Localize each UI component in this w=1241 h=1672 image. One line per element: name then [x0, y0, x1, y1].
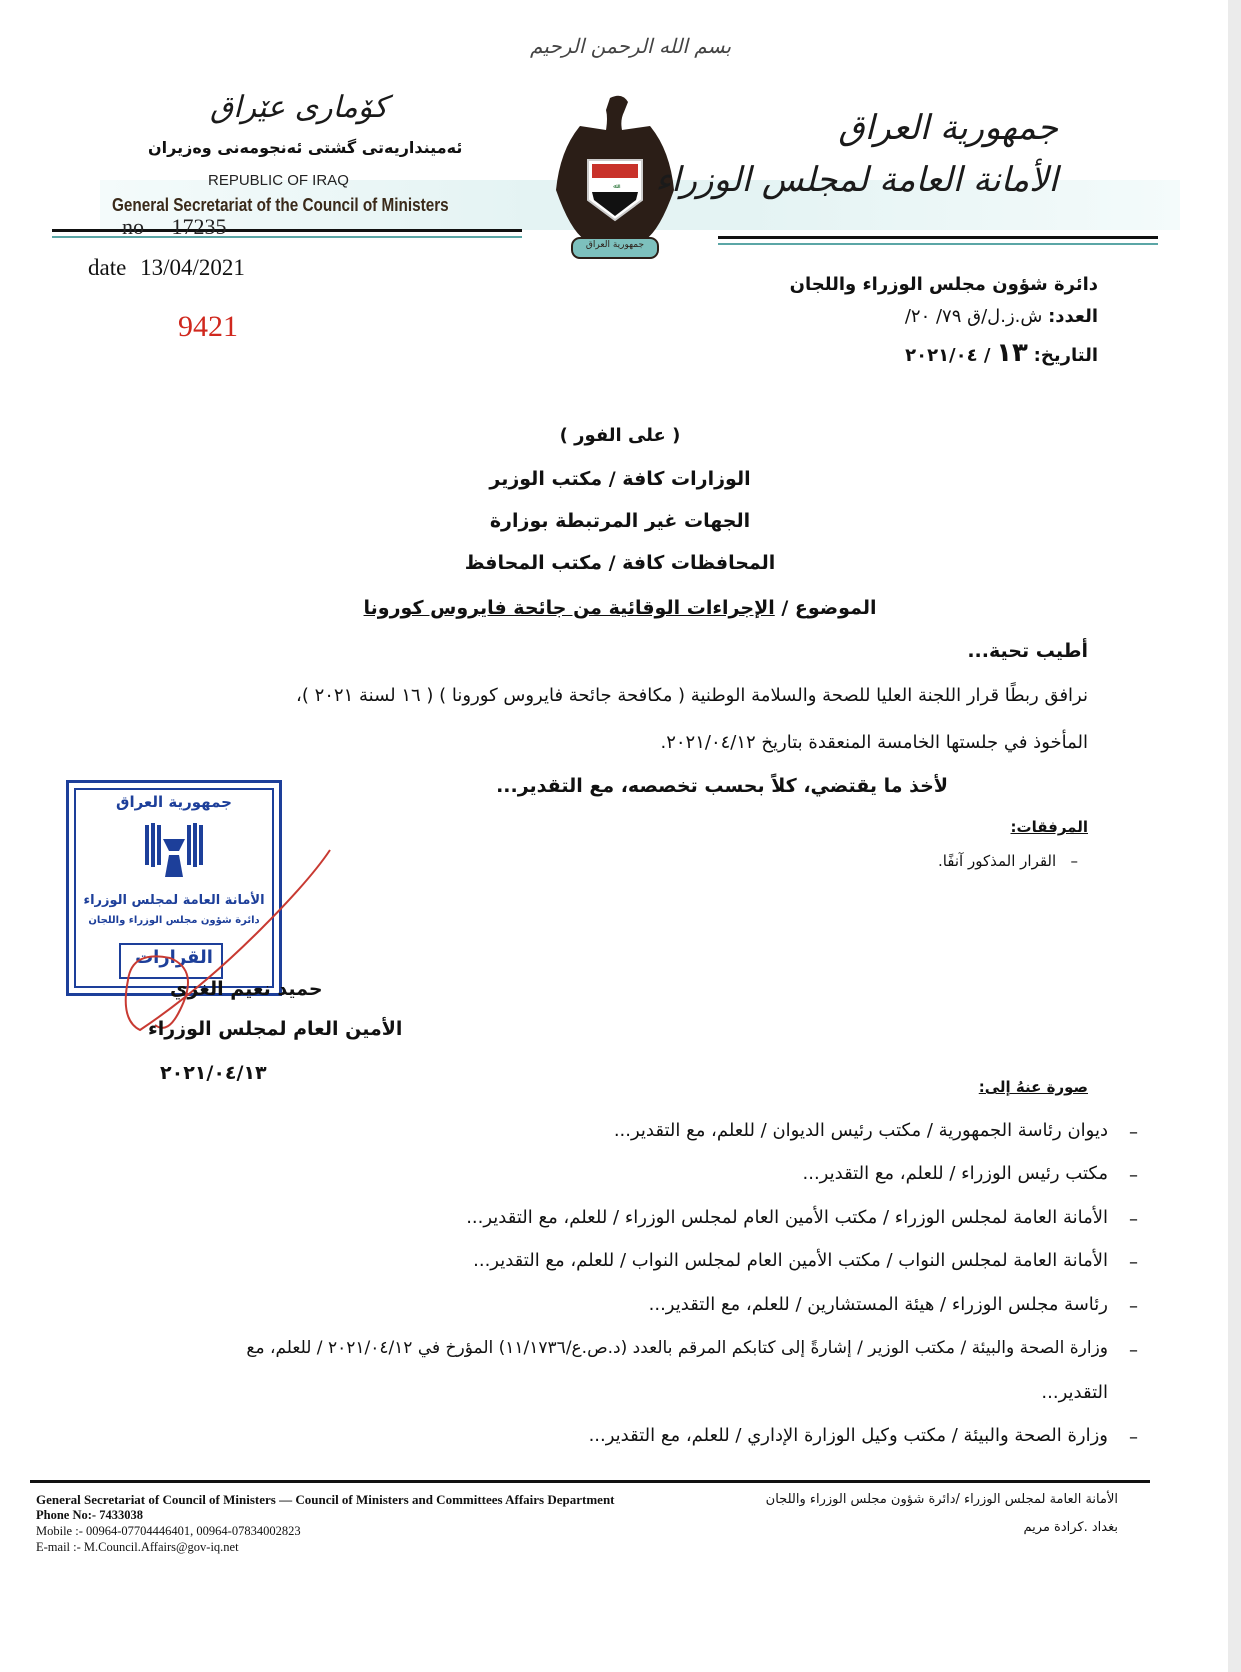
reference-date-value: / ٢٠٢١/٠٤: [905, 345, 991, 366]
attachments-label: المرفقات:: [1010, 818, 1088, 836]
addressee-line-3: المحافظات كافة / مكتب المحافظ: [464, 552, 776, 574]
english-country: REPUBLIC OF IRAQ: [208, 172, 349, 189]
footer-email: E-mail :- M.Council.Affairs@gov-iq.net: [36, 1540, 239, 1554]
stamp-line-1: الأمانة العامة لمجلس الوزراء: [83, 893, 265, 908]
signatory-title: الأمين العام لمجلس الوزراء: [148, 1018, 403, 1040]
header-rule-right: [718, 236, 1158, 239]
urgency-label: ( على الفور ): [559, 425, 681, 446]
kurdish-subtitle: ئەمینداریەتی گشتی ئەنجومەنی وەزیران: [148, 138, 463, 157]
copy-item-7: وزارة الصحة والبيئة / مكتب وكيل الوزارة الإداري / للعلم، مع التقدير...: [588, 1425, 1108, 1446]
footer-mobile: Mobile :- 00964-07704446401, 00964-07834002823: [36, 1524, 301, 1538]
footer-arabic-address: بغداد .كرادة مريم: [1023, 1520, 1118, 1535]
registry-red-number: 9421: [178, 310, 238, 343]
registry-no-value: 17235: [171, 214, 227, 239]
subject-line: [300, 597, 940, 619]
reference-date: [905, 338, 1098, 368]
reference-number: [905, 306, 1098, 327]
stamp-bottom-text: القرارات: [135, 947, 213, 968]
reference-number-value: ش.ز.ل/ق ٧٩/ ٢٠/: [904, 306, 1043, 327]
attachment-dash: –: [1070, 852, 1078, 870]
footer-phone: Phone No:- 7433038: [36, 1508, 143, 1522]
footer-arabic-org: الأمانة العامة لمجلس الوزراء /دائرة شؤون مجلس الوزراء واللجان: [765, 1492, 1118, 1507]
kurdish-title: كۆماری عێراق: [210, 90, 388, 125]
footer-rule: [30, 1480, 1150, 1483]
registry-no-label: no: [122, 214, 144, 239]
attachment-text: القرار المذكور آنفًا.: [937, 852, 1057, 870]
body-paragraph-line-1: نرافق ربطًا قرار اللجنة العليا للصحة والسلامة الوطنية ( مكافحة جائحة فايروس كورونا ) ( ١٦ لسنة ٢٠٢١ )،: [296, 685, 1088, 706]
stamp-line-2: دائرة شؤون مجلس الوزراء واللجان: [88, 915, 260, 926]
copy-item-2: مكتب رئيس الوزراء / للعلم، مع التقدير...: [802, 1163, 1108, 1184]
header-rule-right-teal: [718, 243, 1158, 245]
signature-scribble-icon: [110, 840, 340, 1040]
addressee-line-1: الوزارات كافة / مكتب الوزير: [489, 468, 751, 490]
registry-number: [122, 214, 227, 240]
copy-item-6: وزارة الصحة والبيئة / مكتب الوزير / إشارةً إلى كتابكم المرقم بالعدد (د.ص.ع/١١/١٧٣٦) المؤرخ في ٢٠٢١/٠٤/١٢ / للعلم، مع: [246, 1338, 1108, 1358]
copy-item-6-continuation: التقدير...: [1041, 1382, 1108, 1403]
copy-item-5: رئاسة مجلس الوزراء / هيئة المستشارين / للعلم، مع التقدير...: [648, 1294, 1108, 1315]
signatory-name: حميد نعيم الغزي: [170, 978, 323, 1000]
attachment-item: [938, 852, 1078, 870]
department-name: دائرة شؤون مجلس الوزراء واللجان: [789, 274, 1098, 295]
stamp-top-text: جمهورية العراق: [116, 793, 232, 811]
english-org: General Secretariat of the Council of Ministers: [112, 195, 449, 215]
registry-date-value: 13/04/2021: [140, 255, 245, 280]
copy-item-3: الأمانة العامة لمجلس الوزراء / مكتب الأمين العام لمجلس الوزراء / للعلم، مع التقدير...: [466, 1207, 1108, 1228]
copy-dash-3: –: [1129, 1209, 1138, 1230]
closing-line: لأخذ ما يقتضي، كلاً بحسب تخصصه، مع التقدير...: [496, 775, 948, 797]
subject-text: الإجراءات الوقائية من جائحة فايروس كورونا: [363, 597, 775, 619]
copy-dash-4: –: [1129, 1252, 1138, 1273]
copies-label: صورة عنهُ إلى:: [978, 1078, 1088, 1096]
subject-label: الموضوع /: [781, 597, 877, 619]
body-paragraph-line-2: المأخوذ في جلستها الخامسة المنعقدة بتاريخ ٢٠٢١/٠٤/١٢.: [660, 732, 1088, 753]
arabic-org: الأمانة العامة لمجلس الوزراء: [655, 160, 1058, 200]
copy-dash-5: –: [1129, 1296, 1138, 1317]
copy-dash-2: –: [1129, 1165, 1138, 1186]
copy-dash-6: –: [1129, 1340, 1138, 1361]
svg-text:ﷲ: ﷲ: [613, 183, 617, 190]
emblem-label: جمهورية العراق: [585, 240, 645, 250]
footer-english-org: General Secretariat of Council of Ministers — Council of Ministers and Committees Affairs Department: [36, 1492, 615, 1507]
reference-number-label: العدد:: [1048, 306, 1098, 327]
arabic-country: جمهورية العراق: [838, 108, 1058, 148]
signature-date: ٢٠٢١/٠٤/١٣: [160, 1062, 267, 1084]
greeting: أطيب تحية...: [967, 640, 1088, 662]
copy-dash-7: –: [1129, 1427, 1138, 1448]
addressee-line-2: الجهات غير المرتبطة بوزارة: [489, 510, 751, 532]
registry-date-label: date: [88, 255, 127, 280]
copy-item-1: ديوان رئاسة الجمهورية / مكتب رئيس الديوان / للعلم، مع التقدير...: [613, 1120, 1108, 1141]
reference-date-label: التاريخ:: [1033, 345, 1098, 366]
copy-item-4: الأمانة العامة لمجلس النواب / مكتب الأمين العام لمجلس النواب / للعلم، مع التقدير...: [473, 1250, 1108, 1271]
basmala: بسم الله الرحمن الرحيم: [530, 34, 732, 58]
registry-date: [88, 255, 245, 281]
copy-dash-1: –: [1129, 1122, 1138, 1143]
reference-date-day: ١٣: [996, 338, 1028, 368]
